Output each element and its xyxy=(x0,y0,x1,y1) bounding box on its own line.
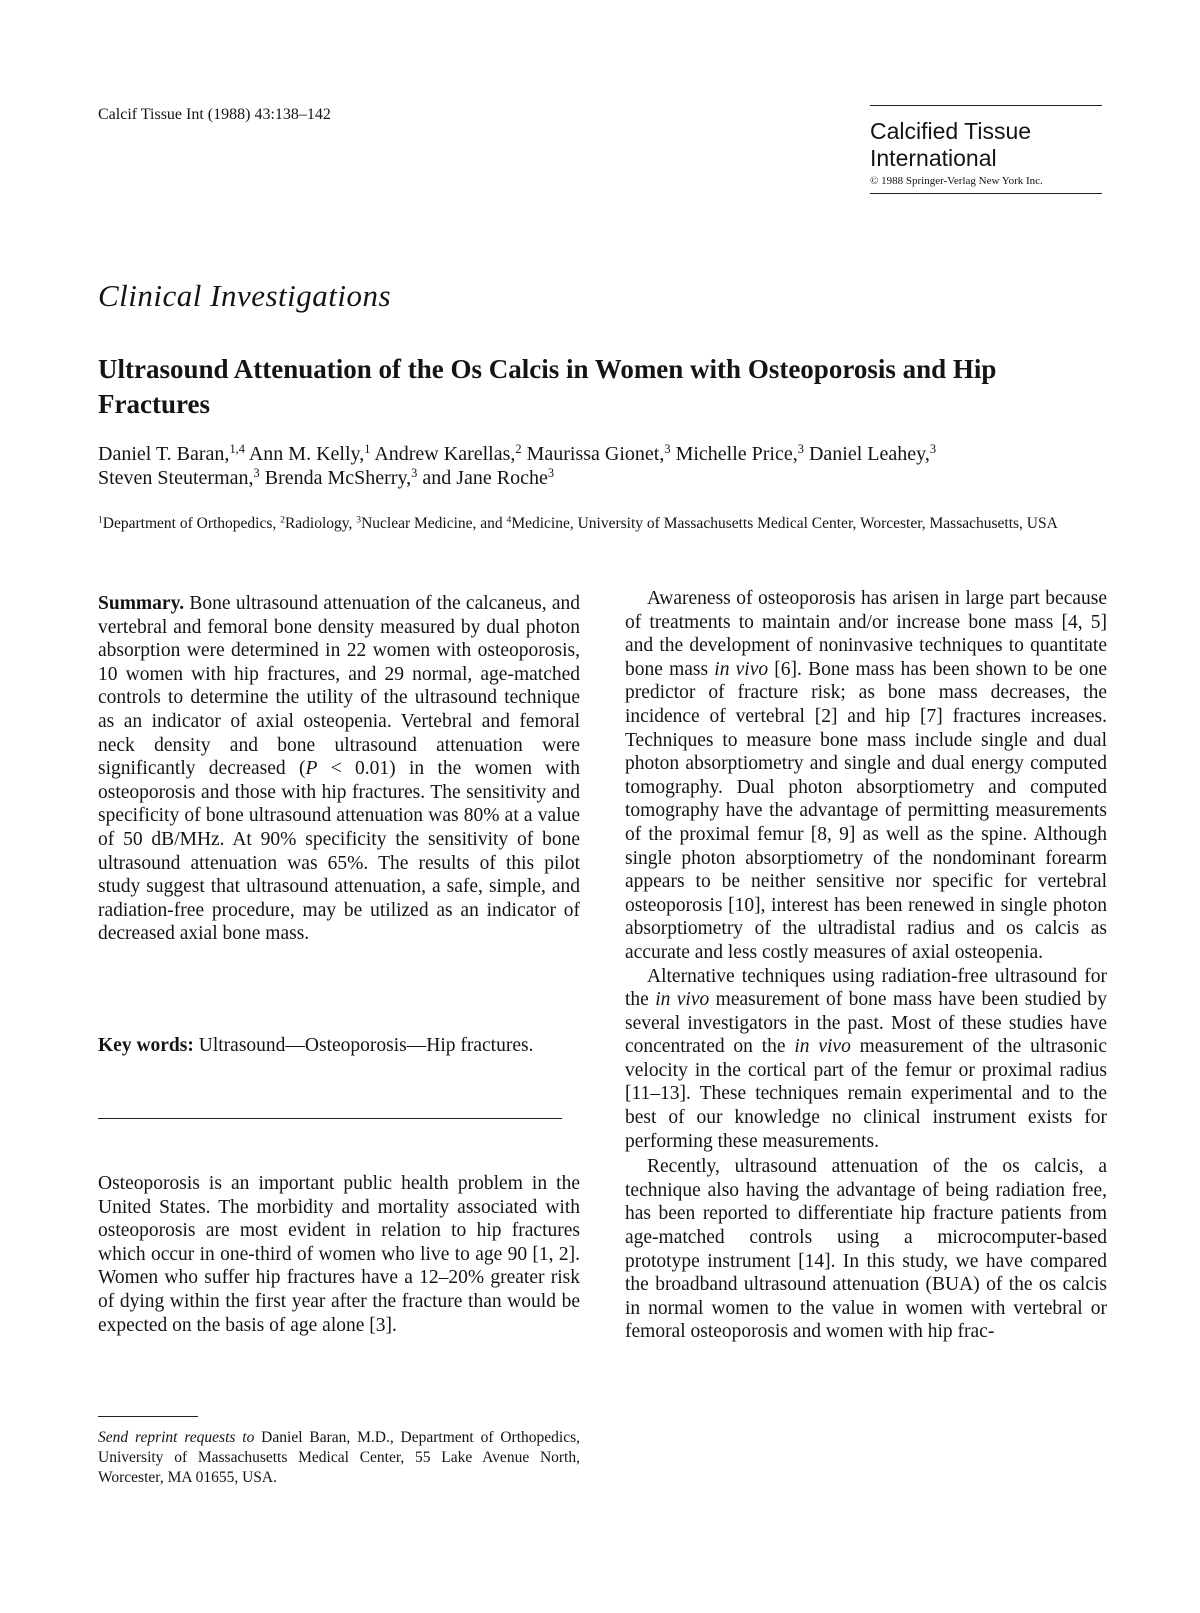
journal-name-line2: International xyxy=(870,145,997,171)
author: and Jane Roche$^3$ xyxy=(422,466,555,489)
footnote-label: Send reprint requests to xyxy=(98,1429,255,1446)
body-paragraph: Recently, ultrasound attenuation of the os calcis, a technique also having the advantage of being radiation free, has been reported to differentiate hip fracture patients from age-matched controls using a microcomputer-based prototype instrument [14]. In this study, we have compared the broadband ultrasound attenuation (BUA) of the os calcis in normal women to the value in women with vertebral or femoral osteoporosis and women with hip frac- xyxy=(625,1156,1107,1343)
body-paragraph: Alternative techniques using radiation-free ultrasound for the in vivo measurement of bone mass have been studied by several investigators in the past. Most of these studies have concentrated on the in vivo measurement of the ultrasonic velocity in the cortical part of the femur or proximal radius [11–13]. These techniques remain experimental and to the best of our knowledge no clinical instrument exists for performing these measurements. xyxy=(625,965,1107,1152)
journal-name-line1: Calcified Tissue xyxy=(870,118,1032,144)
keywords-text: Ultrasound—Osteoporosis—Hip fractures. xyxy=(198,1035,534,1056)
summary-block xyxy=(98,592,580,946)
header-top-rule xyxy=(870,105,1102,106)
author: Maurissa Gionet,$^3$ xyxy=(526,442,671,465)
summary-label: Summary. xyxy=(98,593,185,614)
author: Michelle Price,$^3$ xyxy=(675,442,804,465)
summary-divider xyxy=(98,1118,562,1119)
author-list xyxy=(98,442,1108,490)
author: Daniel T. Baran,$^{1,4}$ xyxy=(98,442,245,465)
journal-block xyxy=(870,118,1100,187)
keywords-block xyxy=(98,1034,580,1058)
journal-citation: Calcif Tissue Int (1988) 43:138–142 xyxy=(98,106,331,123)
intro-paragraph: Osteoporosis is an important public health problem in the United States. The morbidity and mortality associated with osteoporosis are most evident in relation to hip fractures which occur in one-third of women who live to age 90 [1, 2]. Women who suffer hip fractures have a 12–20% greater risk of dying within the first year after the fracture than would be expected on the basis of age alone [3]. xyxy=(98,1173,580,1336)
summary-paragraph: Summary. Bone ultrasound attenuation of the calcaneus, and vertebral and femoral bone density measured by dual photon absorption were determined in 22 women with osteoporosis, 10 women with hip fractures, and 29 normal, age-matched controls to determine the utility of the ultrasound technique as an indicator of axial osteopenia. Vertebral and femoral neck density and bone ultrasound attenuation were significantly decreased (P < 0.01) in the women with osteoporosis and those with hip fractures. The sensitivity and specificity of bone ultrasound attenuation was 80% at a value of 50 dB/MHz. At 90% specificity the sensitivity of bone ultrasound attenuation was 65%. The results of this pilot study suggest that ultrasound attenuation, a safe, simple, and radiation-free procedure, may be utilized as an indicator of decreased axial bone mass. xyxy=(98,593,580,945)
header-bottom-rule xyxy=(870,193,1102,194)
journal-copyright: © 1988 Springer-Verlag New York Inc. xyxy=(870,175,1043,187)
author: Brenda McSherry,$^3$ xyxy=(264,466,418,489)
author: Ann M. Kelly,$^1$ xyxy=(248,442,371,465)
section-heading: Clinical Investigations xyxy=(98,278,392,313)
body-paragraph: Awareness of osteoporosis has arisen in large part because of treatments to maintain and/or increase bone mass [4, 5] and the development of noninvasive techniques to quantitate bone mass in vivo [6]. Bone mass has been shown to be one predictor of fracture risk; as bone mass decreases, the incidence of vertebral [2] and hip [7] fractures increases. Techniques to measure bone mass include single and dual photon absorptiometry and single and dual energy computed tomography. Dual photon absorptiometry and computed tomography have the advantage of permitting measurements of the proximal femur [8, 9] as well as the spine. Although single photon absorptiometry of the nondominant forearm appears to be neither sensitive nor specific for vertebral osteoporosis [10], interest has been renewed in single photon absorptiometry of the ultradistal radius and os calcis as accurate and less costly measures of axial osteopenia. xyxy=(625,588,1108,963)
author: Andrew Karellas,$^2$ xyxy=(374,442,522,465)
keywords-label: Key words: xyxy=(98,1035,194,1056)
author: Steven Steuterman,$^3$ xyxy=(98,466,260,489)
footnote-rule xyxy=(98,1416,198,1417)
article-title: Ultrasound Attenuation of the Os Calcis in Women with Osteoporosis and Hip Fractures xyxy=(98,354,997,419)
body-right-column xyxy=(625,587,1107,1344)
reprint-footnote: Send reprint requests to Daniel Baran, M.D., Department of Orthopedics, University of Massachusetts Medical Center, 55 Lake Avenue North, Worcester, MA 01655, USA. xyxy=(98,1429,580,1486)
affiliations: $^1$Department of Orthopedics, $^2$Radiology, $^3$Nuclear Medicine, and $^4$Medicine, University of Massachusetts Medical Center, Worcester, Massachusetts, USA xyxy=(98,514,1058,532)
author: Daniel Leahey,$^3$ xyxy=(808,442,937,465)
